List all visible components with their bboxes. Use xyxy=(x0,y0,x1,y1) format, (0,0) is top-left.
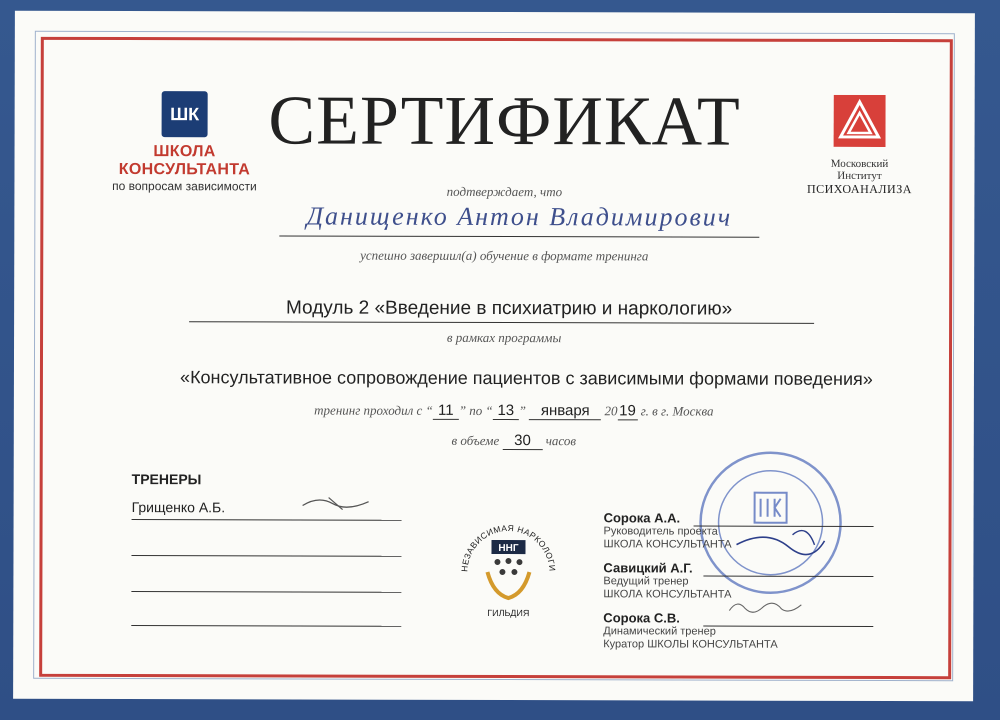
confirms-text: подтверждает, что xyxy=(446,183,563,200)
guild-badge xyxy=(453,510,563,630)
program-title: «Консультативное сопровождение пациентов с зависимыми формами поведения» xyxy=(180,367,873,389)
dates-prefix: тренинг проходил с xyxy=(314,402,423,418)
hours-prefix: в объеме xyxy=(451,432,500,449)
signatory-1 xyxy=(603,510,893,552)
training-hours xyxy=(414,432,614,451)
dates-from-day: 11 xyxy=(433,402,459,420)
guild-bottom-text: ГИЛЬДИЯ xyxy=(487,607,530,619)
signatory-1-role2: ШКОЛА КОНСУЛЬТАНТА xyxy=(603,538,732,551)
school-logo-mark: ШК xyxy=(162,91,208,137)
trainers-heading: ТРЕНЕРЫ xyxy=(131,471,202,488)
signatory-2-role1: Ведущий тренер xyxy=(603,575,689,588)
signatory-3-role1: Динамический тренер xyxy=(603,625,716,638)
guild-arc-text: НЕЗАВИСИМАЯ НАРКОЛОГИЧЕСКАЯ xyxy=(459,522,558,573)
completed-text: успешно завершил(а) обучение в формате тренинга xyxy=(360,247,649,264)
dates-to-day: 13 xyxy=(493,402,519,420)
signatory-1-role1: Руководитель проекта xyxy=(603,525,718,538)
training-dates: тренинг проходил с “ 11 ” по “ 13 ” января 20 19 г. в г. Москва xyxy=(314,401,714,420)
guild-badge-icon xyxy=(453,510,563,630)
signatory-2-name: Савицкий А.Г. xyxy=(603,560,693,576)
hours-suffix: часов xyxy=(545,433,577,449)
recipient-name: Данищенко Антон Владимирович xyxy=(306,201,733,232)
signatory-2-role2: ШКОЛА КОНСУЛЬТАНТА xyxy=(603,588,732,601)
trainer-line-1: Грищенко А.Б. xyxy=(132,499,402,521)
dates-suffix: г. в г. Москва xyxy=(640,403,714,419)
signatory-3-name: Сорока С.В. xyxy=(603,610,680,626)
trainer-line-4 xyxy=(131,605,401,627)
institute-line1: Московский xyxy=(830,157,889,171)
school-logo-subtitle: по вопросам зависимости xyxy=(112,178,257,194)
school-logo-name: ШКОЛА КОНСУЛЬТАНТА xyxy=(118,143,251,179)
institute-logo xyxy=(804,95,914,197)
institute-line2: Институт xyxy=(837,169,882,183)
hours-value: 30 xyxy=(502,432,542,450)
signatory-3-signature-icon xyxy=(723,593,813,623)
trainer-line-3 xyxy=(131,571,401,593)
institute-line3: ПСИХОАНАЛИЗА xyxy=(806,181,912,197)
within-program-text: в рамках программы xyxy=(446,329,562,346)
module-title: Модуль 2 «Введение в психиатрию и наркологию» xyxy=(285,297,733,320)
dates-month: января xyxy=(529,402,601,420)
dates-year-prefix: 20 xyxy=(604,403,618,419)
dates-to-label: по xyxy=(469,402,483,418)
dates-year-suffix: 19 xyxy=(619,402,636,420)
institute-triangle-icon xyxy=(834,95,886,147)
guild-abbr: ННГ xyxy=(498,543,519,555)
certificate-title: СЕРТИФИКАТ xyxy=(268,82,741,161)
certificate-paper xyxy=(13,11,975,702)
signatory-3-role2: Куратор ШКОЛЫ КОНСУЛЬТАНТА xyxy=(603,638,778,651)
signatory-1-name: Сорока А.А. xyxy=(603,510,681,526)
trainer-signature-icon xyxy=(299,491,379,513)
trainer-line-2 xyxy=(131,535,401,557)
